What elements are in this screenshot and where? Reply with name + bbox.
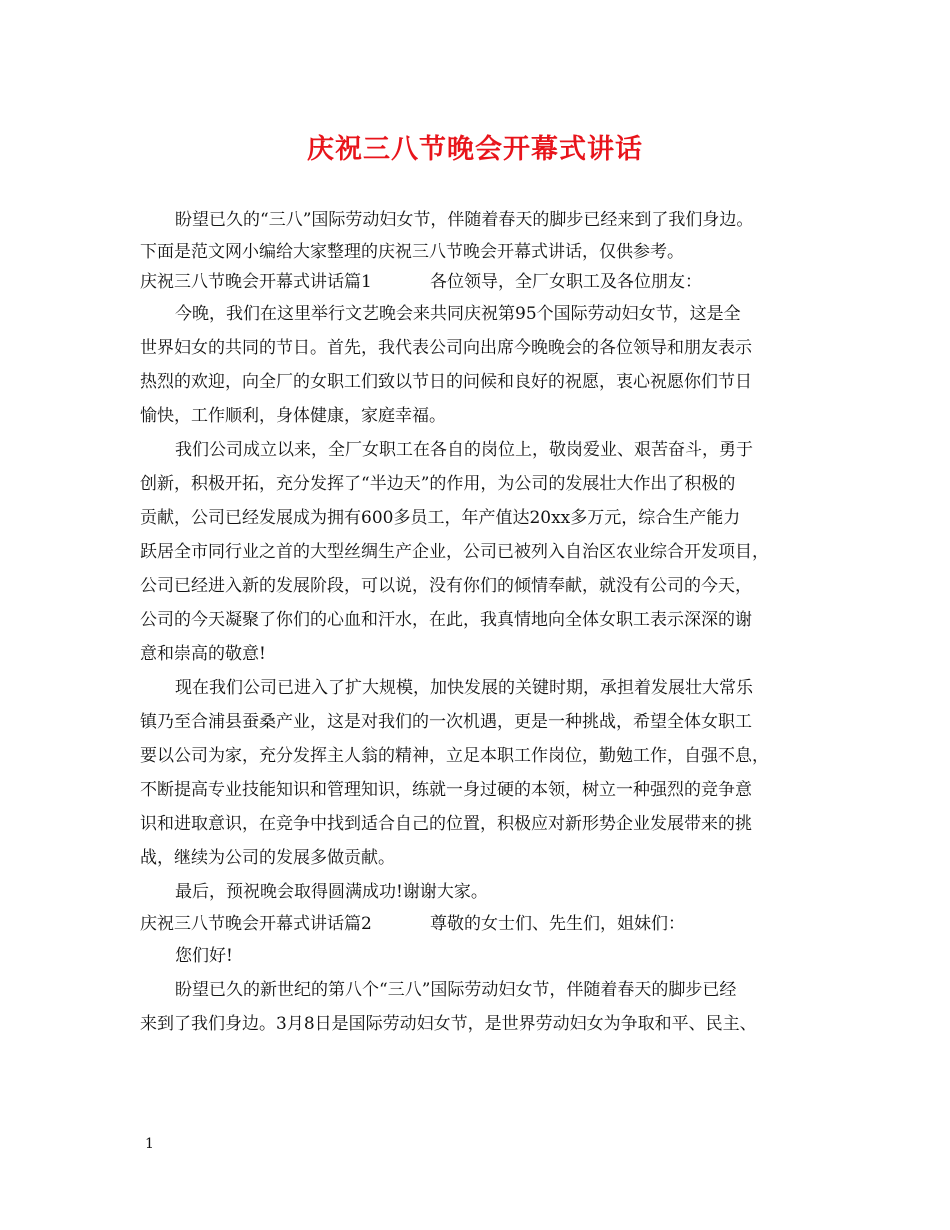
- paragraph-line: 我们公司成立以来，全厂女职工在各自的岗位上，敬岗爱业、艰苦奋斗，勇于: [175, 440, 753, 460]
- paragraph-line: 贡献，公司已经发展成为拥有600多员工，年产值达20xx多万元，综合生产能力: [140, 508, 741, 528]
- paragraph-line: 镇乃至合浦县蚕桑产业，这是对我们的一次机遇，更是一种挑战，希望全体女职工: [140, 712, 752, 732]
- section-salutation: 各位领导，全厂女职工及各位朋友：: [430, 272, 702, 292]
- document-title: 庆祝三八节晚会开幕式讲话: [307, 134, 643, 165]
- section-salutation: 尊敬的女士们、先生们，姐妹们：: [430, 914, 685, 934]
- section-title: 庆祝三八节晚会开幕式讲话篇1: [140, 272, 372, 292]
- paragraph-line: 要以公司为家，充分发挥主人翁的精神，立足本职工作岗位，勤勉工作，自强不息，: [140, 746, 769, 766]
- greeting-line: 您们好!: [175, 946, 233, 966]
- paragraph-line: 创新，积极开拓，充分发挥了“半边天”的作用，为公司的发展壮大作出了积极的: [140, 474, 736, 494]
- paragraph-line: 愉快，工作顺利，身体健康，家庭幸福。: [140, 406, 446, 426]
- intro-line: 盼望已久的“三八”国际劳动妇女节，伴随着春天的脚步已经来到了我们身边。: [175, 210, 754, 230]
- section-title: 庆祝三八节晚会开幕式讲话篇2: [140, 914, 372, 934]
- paragraph-line: 今晚，我们在这里举行文艺晚会来共同庆祝第95个国际劳动妇女节，这是全: [175, 304, 741, 324]
- section-heading-2: [140, 909, 830, 939]
- paragraph-line: 公司的今天凝聚了你们的心血和汗水，在此，我真情地向全体女职工表示深深的谢: [140, 610, 752, 630]
- page-number: 1: [145, 1136, 154, 1152]
- paragraph-line: 热烈的欢迎，向全厂的女职工们致以节日的问候和良好的祝愿，衷心祝愿你们节日: [140, 372, 752, 392]
- paragraph-line: 战，继续为公司的发展多做贡献。: [140, 848, 395, 868]
- paragraph-line: 来到了我们身边。3月8日是国际劳动妇女节，是世界劳动妇女为争取和平、民主、: [140, 1014, 757, 1034]
- intro-line: 下面是范文网小编给大家整理的庆祝三八节晚会开幕式讲话，仅供参考。: [140, 242, 684, 262]
- paragraph-line: 意和崇高的敬意!: [140, 644, 266, 664]
- document-body: [140, 203, 830, 1041]
- section-heading-1: [140, 267, 830, 297]
- paragraph-line: 现在我们公司已进入了扩大规模，加快发展的关键时期，承担着发展壮大常乐: [175, 678, 753, 698]
- paragraph-line: 世界妇女的共同的节日。首先，我代表公司向出席今晚晚会的各位领导和朋友表示: [140, 338, 752, 358]
- paragraph-line: 跃居全市同行业之首的大型丝绸生产企业，公司已被列入自治区农业综合开发项目，: [140, 542, 769, 562]
- paragraph-line: 最后，预祝晚会取得圆满成功!谢谢大家。: [175, 882, 488, 902]
- paragraph-line: 识和进取意识，在竞争中找到适合自己的位置，积极应对新形势企业发展带来的挑: [140, 814, 752, 834]
- paragraph-line: 盼望已久的新世纪的第八个“三八”国际劳动妇女节，伴随着春天的脚步已经: [175, 980, 737, 1000]
- paragraph-line: 公司已经进入新的发展阶段，可以说，没有你们的倾情奉献，就没有公司的今天，: [140, 576, 752, 596]
- paragraph-line: 不断提高专业技能知识和管理知识，练就一身过硬的本领，树立一种强烈的竞争意: [140, 780, 752, 800]
